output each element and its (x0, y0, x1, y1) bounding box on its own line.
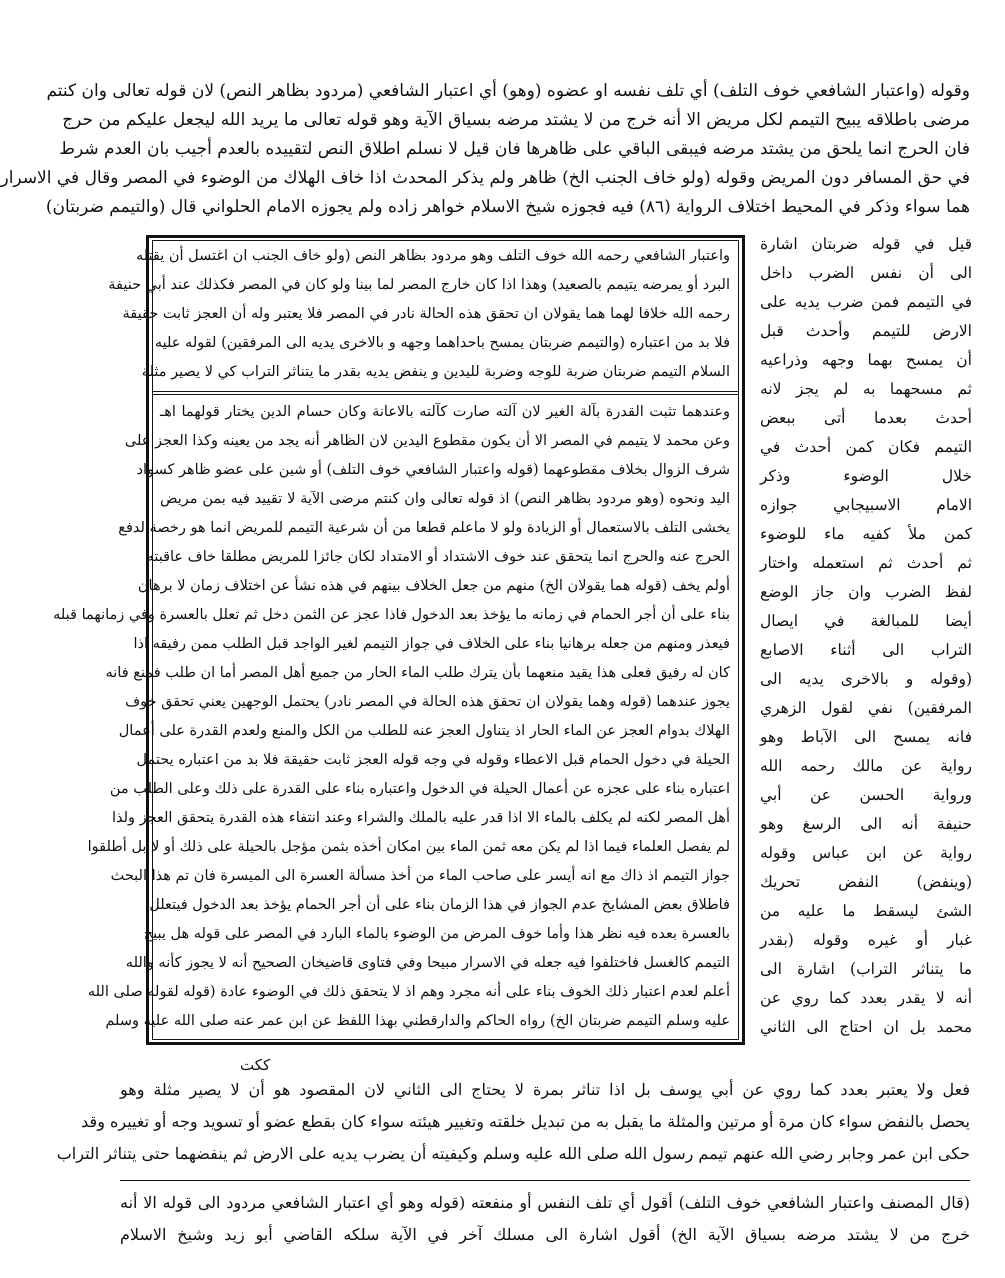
side-commentary-line: ورواية الحسن عن أبي (760, 786, 972, 804)
bottom-commentary-line: حكى ابن عمر وجابر رضي الله عنهم تيمم رسول الله صلى الله عليه وسلم وكيفيته أن يضرب يديه على الارض ثم ينفضهما حتى يتناثر التراب (56, 1144, 970, 1163)
side-commentary-line: محمد بل ان احتاج الى الثاني (760, 1018, 972, 1036)
inner-commentary-line: أولم يخف (قوله هما يقولان الخ) منهم من جعل الخلاف بينهم في هذه نشأ عن اختلاف زمان لا برهان (137, 578, 730, 594)
matn-divider (152, 391, 739, 395)
side-commentary-line: رواية عن مالك رحمه الله (760, 757, 972, 775)
side-commentary-line: غبار أو غيره وقوله (بقدر (760, 931, 972, 949)
inner-commentary-line: الهلاك بدوام العجز عن الماء الحار اذ يتناول العجز عنه للطلب من الكل والمنع ولعدم القدرة على أعمال (118, 723, 730, 739)
bottom-commentary-line: فعل ولا يعتبر بعدد كما روي عن أبي يوسف بل اذا تناثر بمرة لا يحتاج الى الثاني لان المقصود هو أن لا يصير مثلة وهو (120, 1080, 970, 1099)
matn-line: رحمه الله خلافا لهما هما يقولان ان تحقق هذه الحالة نادر في المصر فلا يعتبر وله أن العجز ثابت حقيقة (122, 306, 730, 322)
side-commentary-line: ما يتناثر التراب) اشارة الى (760, 960, 972, 978)
side-commentary-line: ثم أحدث ثم استعمله واختار (760, 554, 972, 572)
side-commentary-line: قيل في قوله ضربتان اشارة (760, 235, 972, 253)
inner-commentary-line: فاطلاق بعض المشايخ عدم الجواز في هذا الزمان بناء على أن أجر الحمام يؤخذ بعد الدخول فيتعلل (149, 897, 730, 913)
inner-commentary-line: يجوز عندهما (قوله وهما يقولان ان تحقق هذه الحالة في المصر نادر) يحتمل الوجهين يعني تحقق خوف (125, 694, 730, 710)
inner-commentary-line: يخشى التلف بالاستعمال أو الزيادة ولو لا ماعلم قطعا من أن شرعية التيمم للمريض انما هو رخصة لدفع (118, 520, 730, 536)
side-commentary-line: خلال الوضوء وذكر (760, 467, 972, 485)
side-commentary-line: أحدث بعدما أتى ببعض (760, 409, 972, 427)
side-commentary-line: (وينفض) النفض تحريك (760, 873, 972, 891)
inner-commentary-line: أهل المصر لكنه لم يكلف بالماء الا اذا قدر عليه بالملك والشراء وعند انتفاء هذه القدرة يتحقق العجز ولذا (111, 810, 730, 826)
side-commentary-line: الشئ ليسقط ما عليه من (760, 902, 972, 920)
top-commentary-line: هما سواء وذكر في المحيط اختلاف الرواية (٨٦) فيه فجوزه شيخ الاسلام خواهر زاده ولم يجوزه الامام الحلواني قال (والتيمم ضربتان) (45, 197, 970, 217)
inner-commentary-line: اعتباره بناء على عجزه عن أعمال الحيلة في الدخول واعتباره بناء على القدرة على ذلك وعلى الطلب من (109, 781, 730, 797)
bottom-commentary-line: يحصل بالنفض سواء كان مرة أو مرتين والمثلة ما يقبل به من تبديل خلقته وتغيير هيئته سواء كان بقطع عضو أو تسويد وجه أو تغييره وقد (81, 1112, 970, 1131)
footer-gloss-line: خرج من لا يشتد مرضه بسياق الآية الخ) أقول اشارة الى مسلك آخر في الآية سلكه القاضي أبو زيد وشيخ الاسلام (120, 1225, 970, 1244)
inner-commentary-line: الحيلة في دخول الحمام قبل الاعطاء وقوله في وجه قوله العجز ثابت حقيقة فلا بد من اعتباره يحتمل (136, 752, 730, 768)
side-commentary-line: الامام الاسبيجابي جوازه (760, 496, 972, 514)
side-commentary-line: أنه لا يقدر بعدد كما روي عن (760, 989, 972, 1007)
top-commentary-line: في حق المسافر دون المريض وقوله (ولو خاف الجنب الخ) ظاهر ولم يذكر المحدث اذا خاف الهلاك من الوضوء في المصر وقال في الاسرار (0, 168, 970, 188)
inner-commentary-line: وعن محمد لا يتيمم في المصر الا أن يكون مقطوع اليدين لان الظاهر أنه يجد من يعينه وكذا العجز على (124, 433, 730, 449)
inner-commentary-line: التيمم كالغسل فاختلفوا فيه جعله في الاسرار مبيحا وفي فتاوى قاضيخان الصحيح أنه لا يجوز كأنه والله (125, 955, 730, 971)
inner-commentary-line: وعندهما تثبت القدرة بآلة الغير لان آلته صارت كآلته بالاعانة وكان حسام الدين يختار قولهما اهـ (160, 404, 730, 420)
inner-commentary-line: اليد ونحوه (وهو مردود بظاهر النص) اذ قوله تعالى وان كنتم مرضى الآية لا تقييد فيه بمن مريض (160, 491, 730, 507)
side-commentary-line: أيضا للمبالغة في ايصال (760, 612, 972, 630)
footer-gloss-line: (قال المصنف واعتبار الشافعي خوف التلف) أقول أي تلف النفس أو منفعته (قوله وهو أي اعتبار الشافعي مردود الى قوله الا أنه (120, 1193, 970, 1212)
side-commentary-line: ثم مسحهما به لم يجز لانه (760, 380, 972, 398)
side-commentary-line: كمن ملأ كفيه ماء للوضوء (760, 525, 972, 543)
matn-line: السلام التيمم ضربتان ضربة للوجه وضربة لليدين و ينفض يديه بقدر ما يتناثر التراب كي لا يصير مثلة (141, 364, 730, 380)
side-commentary-line: التراب الى أثناء الاصابع (760, 641, 972, 659)
inner-commentary-line: فيعذر ومنهم من جعله برهانيا بناء على الخلاف في جواز التيمم لغير الواجد قبل الطلب ممن رفيقه اذا (133, 636, 730, 652)
inner-commentary-line: عليه وسلم التيمم ضربتان الخ) رواه الحاكم والدارقطني بهذا اللفظ عن ابن عمر عنه صلى الله عليه وسلم (105, 1013, 730, 1029)
inner-commentary-line: أعلم لعدم اعتبار ذلك الخوف بناء على أنه مجرد وهم اذ لا يتحقق ذلك في الوضوء عادة (قوله لقوله صلى الله (87, 984, 730, 1000)
side-commentary-line: المرفقين) نفي لقول الزهري (760, 699, 972, 717)
side-commentary-line: فانه يمسح الى الآباط وهو (760, 728, 972, 746)
top-commentary-line: فان الحرج انما يلحق من يشتد مرضه فيبقى الباقي على ظاهرها فان قيل لا نسلم اطلاق النص لتقييده بالعدم أجيب بان العدم شرط (59, 139, 970, 159)
inner-commentary-line: كان له رفيق فعلى هذا يقيد منعهما بأن يترك طلب الماء الحار من جميع أهل المصر أما ان طلب فمنع فانه (105, 665, 730, 681)
inner-commentary-line: بناء على أن أجر الحمام في زمانه ما يؤخذ بعد الدخول فاذا عجز عن الثمن دخل ثم تعلل بالعسرة وفي زمانهما قبله (53, 607, 730, 623)
top-commentary-line: وقوله (واعتبار الشافعي خوف التلف) أي تلف نفسه او عضوه (وهو) أي اعتبار الشافعي (مردود بظاهر النص) لان قوله تعالى وان كنتم (46, 81, 970, 101)
side-commentary-line: رواية عن ابن عباس وقوله (760, 844, 972, 862)
side-commentary-line: (وقوله و بالاخرى يديه الى (760, 670, 972, 688)
inner-commentary-line: شرف الزوال بخلاف مقطوعهما (قوله واعتبار الشافعي خوف التلف) أو شين على عضو ظاهر كسواد (136, 462, 730, 478)
matn-line: فلا بد من اعتباره (والتيمم ضربتان يمسح باحداهما وجهه و بالاخرى يديه الى المرفقين) لقوله عليه (154, 335, 730, 351)
catchword: ككت (240, 1056, 271, 1074)
inner-commentary-line: جواز التيمم اذ ذاك مع انه أيسر على صاحب الماء من أخذ مسألة العسرة الى الميسرة فان تم هذا البحث (110, 868, 730, 884)
side-commentary-line: لفظ الضرب وان جاز الوضع (760, 583, 972, 601)
side-commentary-line: الارض للتيمم وأحدث قبل (760, 322, 972, 340)
side-commentary-line: في التيمم فمن ضرب يديه على (760, 293, 972, 311)
inner-commentary-line: الحرج عنه والحرج انما يتحقق عند خوف الاشتداد أو الامتداد لكان جائزا للمريض مطلقا خاف عاقبته (146, 549, 730, 565)
inner-commentary-line: لم يفصل العلماء فيما اذا لم يكن معه ثمن الماء بين امكان أخذه بثمن مؤجل بالحيلة على ذلك أو لا بل أطلقوا (87, 839, 730, 855)
inner-commentary-line: بالعسرة بعده فيه نظر هذا وأما خوف المرض من الوضوء بالماء البارد في المصر على قوله هل يبيح (143, 926, 730, 942)
matn-line: واعتبار الشافعي رحمه الله خوف التلف وهو مردود بظاهر النص (ولو خاف الجنب ان اغتسل أن يقتله (135, 248, 730, 264)
side-commentary-line: الى أن نفس الضرب داخل (760, 264, 972, 282)
footer-separator (120, 1180, 970, 1181)
side-commentary-line: حنيفة أنه الى الرسغ وهو (760, 815, 972, 833)
side-commentary-line: أن يمسح بهما وجهه وذراعيه (760, 351, 972, 369)
matn-line: البرد أو يمرضه يتيمم بالصعيد) وهذا اذا كان خارج المصر لما بينا ولو كان في المصر فكذلك عند أبي حنيفة (108, 277, 730, 293)
top-commentary-line: مرضى باطلاقه يبيح التيمم لكل مريض الا أنه خرج من لا يشتد مرضه بسياق الآية وهو قوله تعالى ما يريد الله ليجعل عليكم من حرج (62, 110, 970, 130)
side-commentary-line: التيمم فكان كمن أحدث في (760, 438, 972, 456)
